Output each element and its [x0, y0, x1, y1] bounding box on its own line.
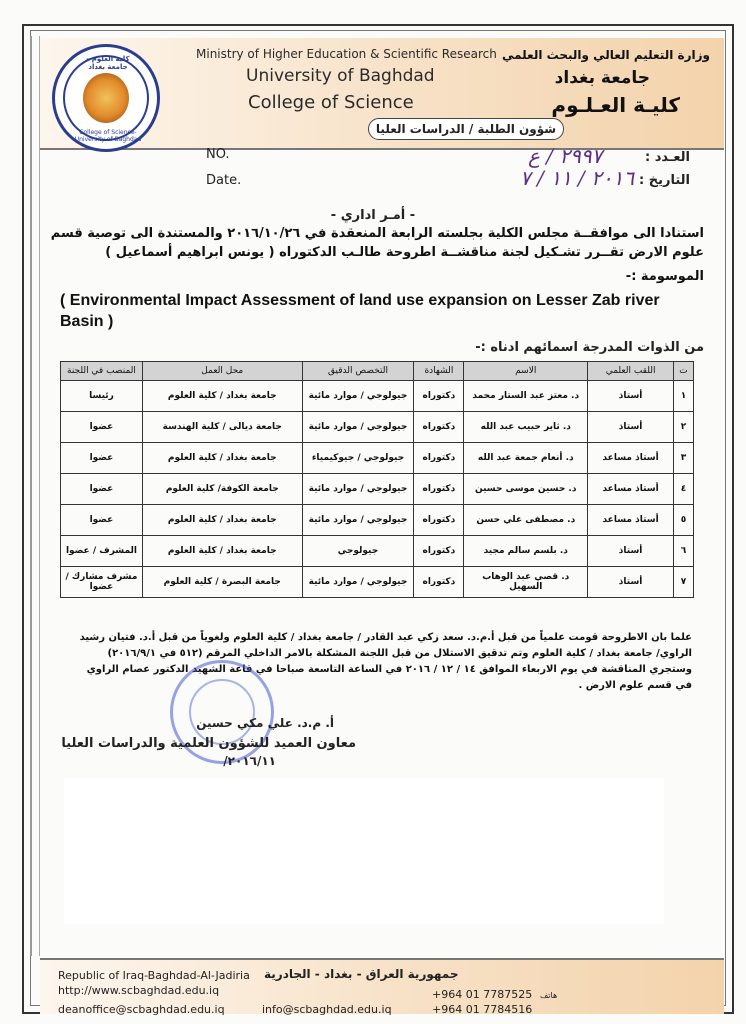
- signature-date: ٢٠١٦/١١/: [223, 754, 276, 768]
- cell-workplace: جامعة البصرة / كلية العلوم: [142, 567, 302, 598]
- seal-text-bottom: College of Science-University of Baghdad: [74, 129, 142, 143]
- cell-index: ٢: [674, 412, 694, 443]
- cell-specialization: جيولوجي: [302, 536, 414, 567]
- handwritten-date: ٢٠١٦ / ١١ / ٧: [520, 166, 635, 190]
- names-intro: من الذوات المدرجة اسمائهم ادناه :-: [475, 340, 704, 355]
- cell-name: د. معتز عبد الستار محمد: [464, 381, 588, 412]
- cell-workplace: جامعة الكوفة/ كلية العلوم: [142, 474, 302, 505]
- cell-rank: أستاذ: [588, 567, 674, 598]
- header-workplace: محل العمل: [142, 362, 302, 381]
- cell-degree: دكتوراه: [414, 381, 464, 412]
- table-row: [61, 567, 694, 598]
- cell-specialization: جيولوجي / موارد مائية: [302, 567, 414, 598]
- signatory-title: معاون العميد للشؤون العلمية والدراسات العليا: [61, 736, 356, 751]
- header-rank: اللقب العلمي: [588, 362, 674, 381]
- cell-index: ٣: [674, 443, 694, 474]
- ar-number-label: العـدد :: [644, 150, 690, 165]
- no-label: NO.: [206, 147, 230, 162]
- table-row: [61, 381, 694, 412]
- header-specialization: التخصص الدقيق: [302, 362, 414, 381]
- evaluation-note: علما بان الاطروحة قومت علمياً من قبل أ.م.د. سعد زكي عبد القادر / جامعة بغداد / كلية العلوم ولغوياً من قبل أ.د. فتيان رشيد الراوي/ جامعة بغداد / كلية العلوم وتم تدقيق الاستلال من قبل اللجنة المشكلة بالامر الداخلي المرقم (٥١٢ في ٢٠١٦/٩/١) وستجري المناقشة في يوم الاربعاء الموافق ١٤ / ١٢ / ٢٠١٦ في الساعة التاسعة صباحا في قاعة الشهيد الدكتور عصام الراوي في قسم علوم الارض .: [79, 632, 692, 691]
- cell-name: د. حسين موسى حسين: [464, 474, 588, 505]
- table-row: [61, 443, 694, 474]
- ar-date-label: التاريخ :: [639, 173, 690, 188]
- header-index: ت: [674, 362, 694, 381]
- cell-name: د. مصطفى علي حسن: [464, 505, 588, 536]
- cell-specialization: جيولوجي / موارد مائية: [302, 412, 414, 443]
- cell-degree: دكتوراه: [414, 567, 464, 598]
- cell-name: د. بلسم سالم مجيد: [464, 536, 588, 567]
- university-seal: [52, 44, 160, 152]
- footer-website: http://www.scbaghdad.edu.iq: [58, 984, 220, 997]
- cell-index: ٤: [674, 474, 694, 505]
- header-name: الاسم: [464, 362, 588, 381]
- seal-text-top: كلية العلوم - جامعة بغداد: [86, 55, 130, 71]
- cell-degree: دكتوراه: [414, 443, 464, 474]
- cell-rank: أستاذ: [588, 381, 674, 412]
- committee-body: [61, 381, 694, 598]
- order-line-1: استنادا الى موافقــة مجلس الكلية بجلسته الرابعة المنعقدة في ٢٠١٦/١٠/٢٦ والمستندة الى توصية قسم: [50, 226, 704, 241]
- cell-rank: أستاذ مساعد: [588, 505, 674, 536]
- cell-role: المشرف / عضوا: [61, 536, 143, 567]
- cell-role: عضوا: [61, 412, 143, 443]
- en-university: University of Baghdad: [246, 66, 435, 86]
- footer-info-email: info@scbaghdad.edu.iq: [262, 1003, 392, 1016]
- header-role: المنصب في اللجنة: [61, 362, 143, 381]
- cell-rank: أستاذ: [588, 536, 674, 567]
- cell-rank: أستاذ: [588, 412, 674, 443]
- cell-workplace: جامعة بغداد / كلية العلوم: [142, 536, 302, 567]
- section-badge: شؤون الطلبة / الدراسات العليا: [368, 118, 564, 140]
- cell-rank: أستاذ مساعد: [588, 474, 674, 505]
- left-border-bar: [30, 36, 40, 956]
- footer-phone-2: +964 01 7784516: [432, 1003, 533, 1016]
- order-line-2: علوم الارض تقــرر تشـكيل لجنة مناقشــة اطروحة طالـب الدكتوراه ( يونس ابراهيم أسماعيل ): [105, 245, 704, 260]
- cell-degree: دكتوراه: [414, 474, 464, 505]
- ar-ministry: وزارة التعليم العالي والبحث العلمي: [501, 48, 710, 62]
- cell-degree: دكتوراه: [414, 412, 464, 443]
- cell-degree: دكتوراه: [414, 536, 464, 567]
- cell-specialization: جيولوجي / موارد مائية: [302, 474, 414, 505]
- cell-workplace: جامعة بغداد / كلية العلوم: [142, 381, 302, 412]
- order-line-3: الموسومة :-: [625, 269, 704, 284]
- ar-college: كليـة العـلـوم: [551, 93, 680, 117]
- table-header-row: [61, 362, 694, 381]
- cell-role: مشرف مشارك / عضوا: [61, 567, 143, 598]
- footer-phone-1: +964 01 7787525: [432, 988, 533, 1001]
- footer-address-ar: جمهورية العراق - بغداد - الجادرية: [264, 967, 459, 981]
- redacted-area: [64, 778, 664, 924]
- cell-specialization: جيولوجي / جيوكيمياء: [302, 443, 414, 474]
- cell-index: ٥: [674, 505, 694, 536]
- footer-phone-label: هاتف: [540, 991, 558, 1000]
- committee-table: [60, 361, 694, 598]
- cell-name: د. ثاير حبيب عبد الله: [464, 412, 588, 443]
- en-ministry: Ministry of Higher Education & Scientific Research: [196, 47, 497, 61]
- footer-address-en: Republic of Iraq-Baghdad-Al-Jadiria: [58, 969, 250, 982]
- cell-specialization: جيولوجي / موارد مائية: [302, 381, 414, 412]
- cell-degree: دكتوراه: [414, 505, 464, 536]
- cell-name: د. أنعام جمعة عبد الله: [464, 443, 588, 474]
- table-row: [61, 412, 694, 443]
- cell-index: ٧: [674, 567, 694, 598]
- cell-role: عضوا: [61, 474, 143, 505]
- cell-rank: أستاذ مساعد: [588, 443, 674, 474]
- cell-role: عضوا: [61, 443, 143, 474]
- cell-specialization: جيولوجي / موارد مائية: [302, 505, 414, 536]
- ar-university: جامعة بغداد: [554, 68, 650, 88]
- cell-workplace: جامعة ديالى / كلية الهندسة: [142, 412, 302, 443]
- date-label: Date.: [206, 173, 242, 188]
- thesis-title: ( Environmental Impact Assessment of land use expansion on Lesser Zab river Basin ): [60, 292, 660, 330]
- order-title: - أمـر اداري -: [330, 208, 416, 223]
- cell-role: رئيسا: [61, 381, 143, 412]
- seal-emblem-icon: [83, 73, 129, 123]
- handwritten-number: ٢٩٩٧ / ع: [528, 144, 603, 168]
- en-college: College of Science: [248, 92, 414, 113]
- table-row: [61, 505, 694, 536]
- header-degree: الشهادة: [414, 362, 464, 381]
- cell-workplace: جامعة بغداد / كلية العلوم: [142, 505, 302, 536]
- signatory-name: أ. م.د. علي مكي حسين: [196, 716, 334, 730]
- table-row: [61, 536, 694, 567]
- cell-name: د. قصي عبد الوهاب السهيل: [464, 567, 588, 598]
- table-row: [61, 474, 694, 505]
- cell-index: ١: [674, 381, 694, 412]
- footer-email: deanoffice@scbaghdad.edu.iq: [58, 1003, 225, 1016]
- cell-role: عضوا: [61, 505, 143, 536]
- cell-index: ٦: [674, 536, 694, 567]
- cell-workplace: جامعة بغداد / كلية العلوم: [142, 443, 302, 474]
